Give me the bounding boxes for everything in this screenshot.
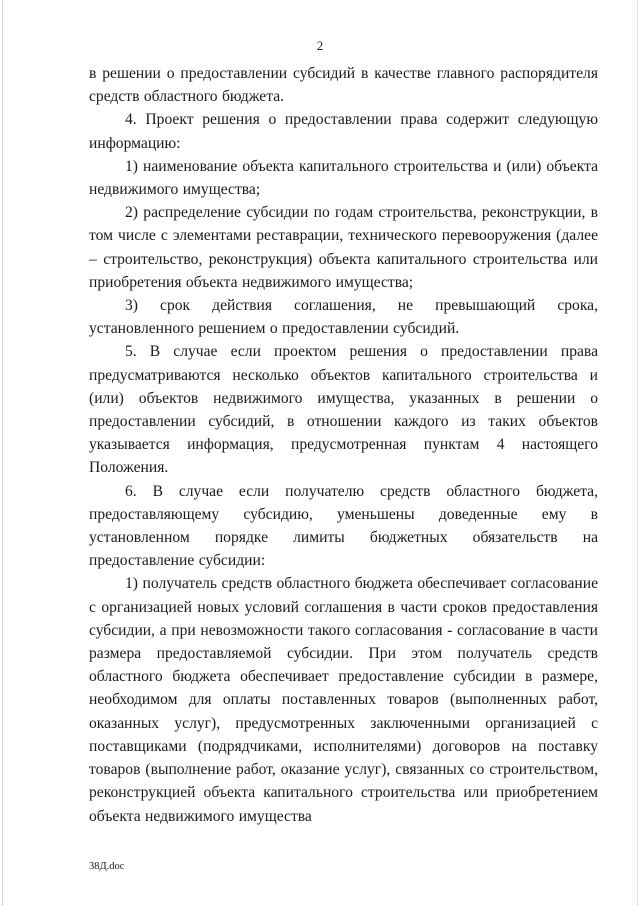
- scan-edge-right: [637, 0, 638, 905]
- paragraph-subitem-3: 3) срок действия соглашения, не превышающий срока, установленного решением о предоставлении субсидий.: [89, 297, 598, 338]
- paragraph-subitem-2: 2) распределение субсидии по годам строительства, реконструкции, в том числе с элементами реставрации, технического перевооружения (далее – строительство, реконструкция) объекта капитального строительства или приобретения объекта недвижимого имущества;: [89, 204, 598, 291]
- paragraph-item-6: 6. В случае если получателю средств областного бюджета, предоставляющему субсидию, уменьшены доведенные ему в установленном порядке лимиты бюджетных обязательств на предоставление субсидии:: [89, 482, 598, 570]
- paragraph-item-6-subitem-1: 1) получатель средств областного бюджета обеспечивает согласование с организацией новых условий соглашения в части сроков предоставления субсидии, а при невозможности такого согласования - согласование в части размера предоставляемой субсидии. При этом получатель средств областного бюджета обеспечивает предоставление субсидии в размере, необходимом для оплаты поставленных товаров (выполненных работ, оказанных услуг), предусмотренных заключенными организацией с поставщиками (подрядчиками, исполнителями) договоров на поставку товаров (выполнение работ, оказание услуг), связанных со строительством, реконструкцией объекта капитального строительства или приобретением объекта недвижимого имущества: [89, 575, 598, 825]
- page-number: 2: [316, 38, 324, 53]
- document-body: [89, 62, 598, 828]
- paragraph-subitem-1: 1) наименование объекта капитального строительства и (или) объекта недвижимого имущества;: [89, 157, 598, 199]
- paragraph-item-5: 5. В случае если проектом решения о предоставлении права предусматриваются несколько объектов капитального строительства и (или) объектов недвижимого имущества, указанных в решении о предоставлении субсидий, в отношении каждого из таких объектов указывается информация, предусмотренная пунктам 4 настоящего Положения.: [89, 343, 598, 477]
- paragraph-item-4: 4. Проект решения о предоставлении права содержит следующую информацию:: [89, 111, 598, 152]
- footer-filename: 38Д.doc: [89, 861, 125, 872]
- scan-edge-left: [2, 0, 3, 905]
- paragraph-continuation: в решении о предоставлении субсидий в качестве главного распорядителя средств областного бюджета.: [89, 65, 598, 106]
